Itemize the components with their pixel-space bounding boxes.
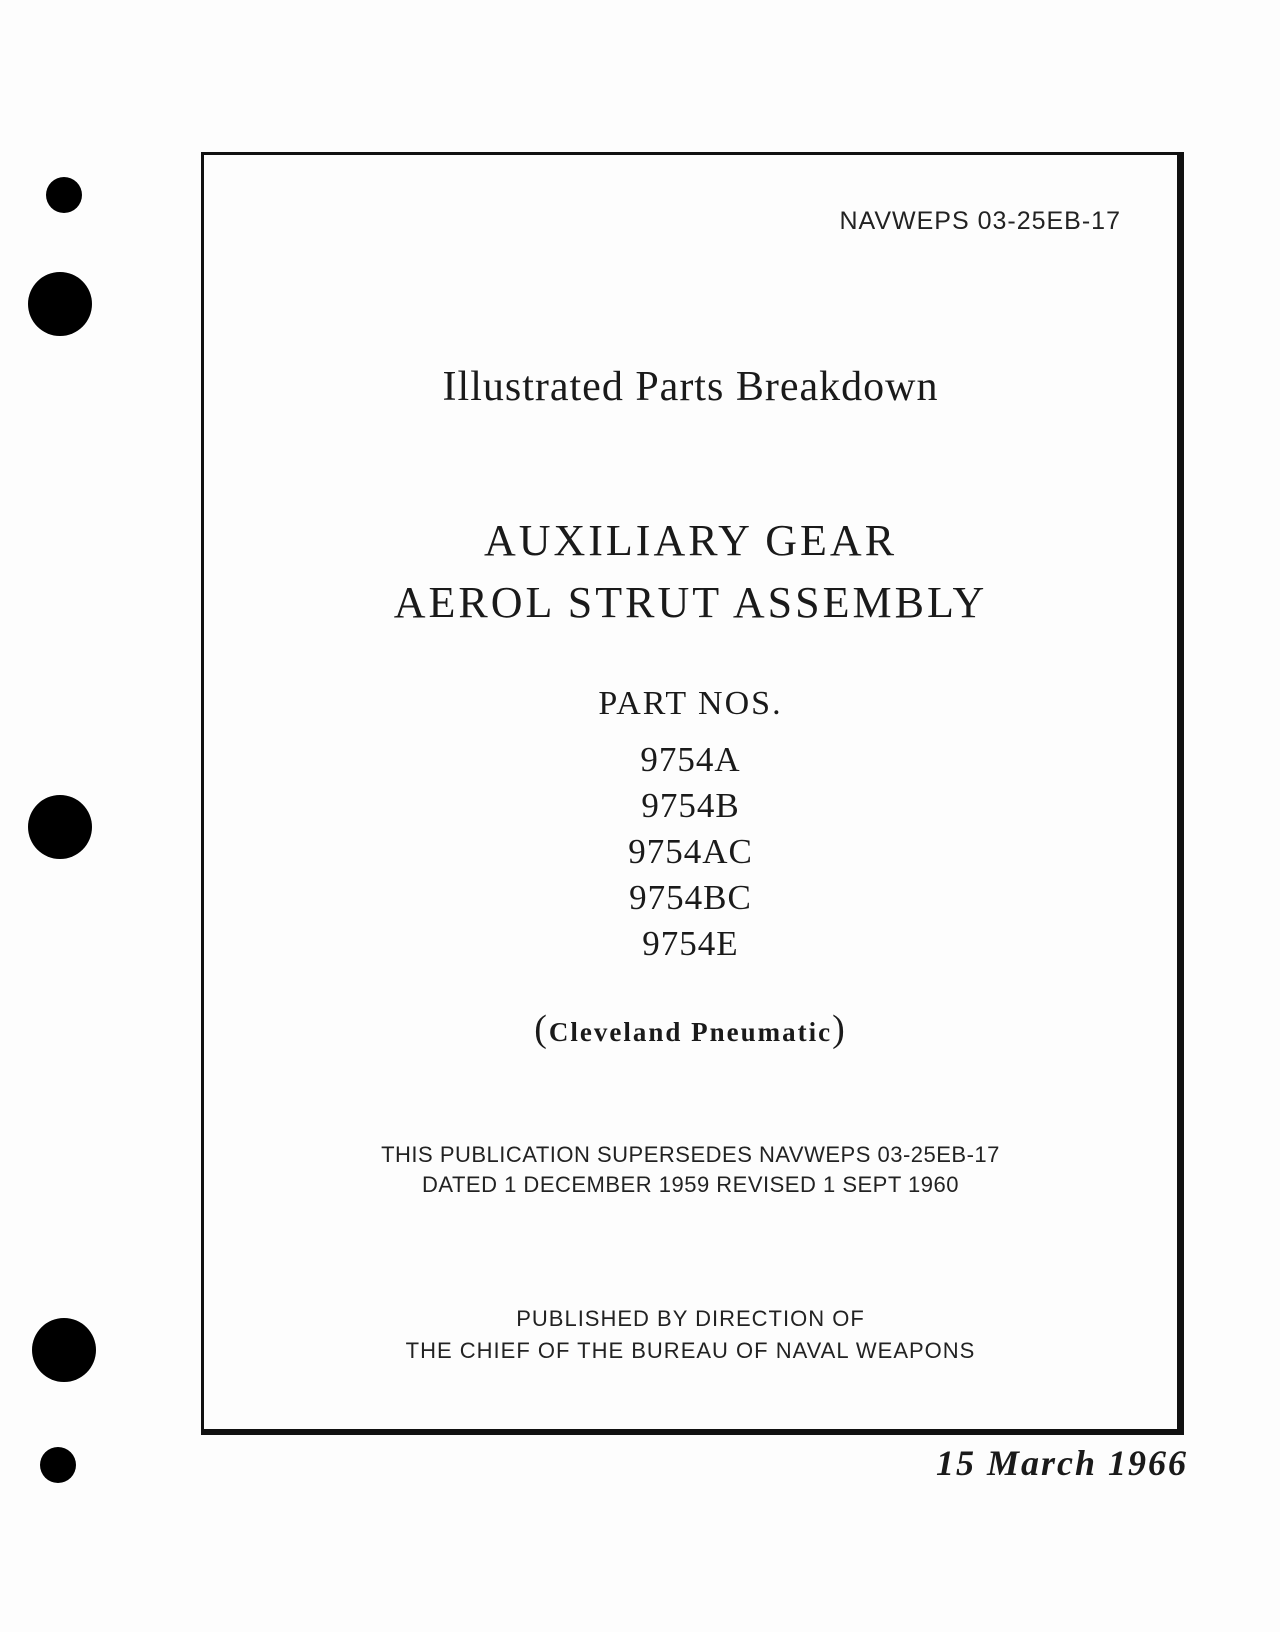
supersedes-line-2: DATED 1 DECEMBER 1959 REVISED 1 SEPT 1960 xyxy=(422,1172,959,1197)
supersedes-line-1: THIS PUBLICATION SUPERSEDES NAVWEPS 03-25EB-17 xyxy=(381,1142,1000,1167)
binder-hole xyxy=(46,177,82,213)
part-number: 9754BC xyxy=(629,878,752,917)
part-number: 9754AC xyxy=(628,832,753,871)
authority-line-2: THE CHIEF OF THE BUREAU OF NAVAL WEAPONS xyxy=(405,1338,976,1363)
publication-date: 15 March 1966 xyxy=(935,1443,1188,1483)
cover-frame xyxy=(201,152,1184,1435)
supersedes-notice xyxy=(204,1140,1177,1200)
publishing-authority xyxy=(204,1303,1177,1367)
binder-hole xyxy=(40,1447,76,1483)
assembly-line-1: AUXILIARY GEAR xyxy=(483,516,898,565)
assembly-line-2: AEROL STRUT ASSEMBLY xyxy=(393,578,988,627)
binder-hole xyxy=(28,795,92,859)
part-numbers-list xyxy=(204,737,1177,967)
part-number: 9754A xyxy=(640,740,741,779)
authority-line-1: PUBLISHED BY DIRECTION OF xyxy=(516,1306,865,1331)
manufacturer: (Cleveland Pneumatic) xyxy=(534,1008,847,1050)
publication-number: NAVWEPS 03-25EB-17 xyxy=(839,207,1121,235)
part-number: 9754E xyxy=(642,924,739,963)
part-numbers-label: PART NOS. xyxy=(598,685,783,722)
document-title: Illustrated Parts Breakdown xyxy=(442,364,939,410)
binder-hole xyxy=(28,272,92,336)
binder-hole xyxy=(32,1318,96,1382)
part-number: 9754B xyxy=(641,786,740,825)
manufacturer-name: Cleveland Pneumatic xyxy=(548,1017,833,1047)
assembly-name xyxy=(204,510,1177,634)
